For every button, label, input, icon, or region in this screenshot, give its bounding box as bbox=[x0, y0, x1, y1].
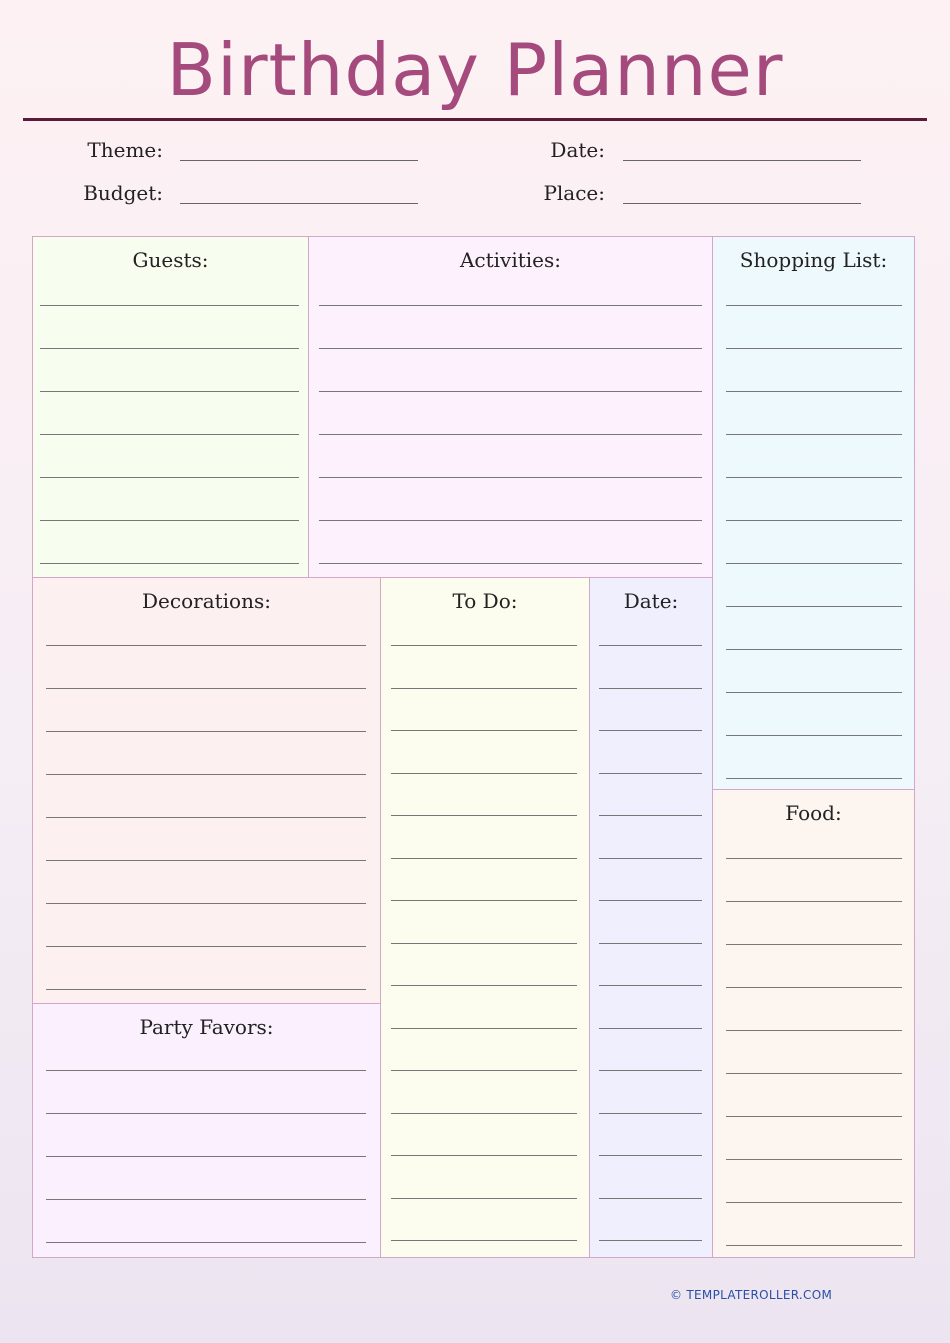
writing-line[interactable] bbox=[599, 900, 702, 901]
writing-line[interactable] bbox=[726, 477, 902, 478]
writing-line[interactable] bbox=[391, 1198, 577, 1199]
to-do-title: To Do: bbox=[452, 589, 518, 613]
writing-line[interactable] bbox=[46, 1199, 366, 1200]
writing-line[interactable] bbox=[319, 477, 702, 478]
guests-section bbox=[32, 236, 309, 578]
writing-line[interactable] bbox=[46, 1070, 366, 1071]
writing-line[interactable] bbox=[599, 773, 702, 774]
writing-line[interactable] bbox=[726, 944, 902, 945]
theme-label: Theme: bbox=[87, 138, 163, 162]
guests-title: Guests: bbox=[132, 248, 209, 272]
writing-line[interactable] bbox=[40, 434, 299, 435]
writing-line[interactable] bbox=[391, 730, 577, 731]
budget-input-line[interactable] bbox=[180, 203, 418, 204]
writing-line[interactable] bbox=[726, 305, 902, 306]
writing-line[interactable] bbox=[391, 1070, 577, 1071]
writing-line[interactable] bbox=[391, 858, 577, 859]
writing-line[interactable] bbox=[46, 731, 366, 732]
date-section bbox=[589, 577, 713, 1258]
writing-line[interactable] bbox=[391, 645, 577, 646]
writing-line[interactable] bbox=[40, 520, 299, 521]
writing-line[interactable] bbox=[726, 778, 902, 779]
writing-line[interactable] bbox=[726, 649, 902, 650]
writing-line[interactable] bbox=[391, 943, 577, 944]
writing-line[interactable] bbox=[46, 1242, 366, 1243]
writing-line[interactable] bbox=[726, 606, 902, 607]
writing-line[interactable] bbox=[726, 348, 902, 349]
footer-copyright[interactable]: © TEMPLATEROLLER.COM bbox=[670, 1288, 833, 1302]
writing-line[interactable] bbox=[40, 348, 299, 349]
writing-line[interactable] bbox=[319, 305, 702, 306]
writing-line[interactable] bbox=[46, 860, 366, 861]
writing-line[interactable] bbox=[46, 774, 366, 775]
decorations-title: Decorations: bbox=[142, 589, 271, 613]
writing-line[interactable] bbox=[599, 858, 702, 859]
party-favors-title: Party Favors: bbox=[139, 1015, 274, 1039]
writing-line[interactable] bbox=[599, 1113, 702, 1114]
writing-line[interactable] bbox=[726, 987, 902, 988]
writing-line[interactable] bbox=[319, 391, 702, 392]
writing-line[interactable] bbox=[391, 1155, 577, 1156]
decorations-section bbox=[32, 577, 381, 1004]
writing-line[interactable] bbox=[599, 1240, 702, 1241]
page-title: Birthday Planner bbox=[166, 28, 784, 112]
place-input-line[interactable] bbox=[623, 203, 861, 204]
writing-line[interactable] bbox=[391, 900, 577, 901]
writing-line[interactable] bbox=[599, 943, 702, 944]
writing-line[interactable] bbox=[726, 1116, 902, 1117]
activities-section bbox=[308, 236, 713, 578]
writing-line[interactable] bbox=[726, 391, 902, 392]
writing-line[interactable] bbox=[599, 1028, 702, 1029]
writing-line[interactable] bbox=[319, 563, 702, 564]
writing-line[interactable] bbox=[726, 1159, 902, 1160]
writing-line[interactable] bbox=[46, 645, 366, 646]
writing-line[interactable] bbox=[726, 901, 902, 902]
food-title: Food: bbox=[785, 801, 842, 825]
shopping-list-title: Shopping List: bbox=[739, 248, 888, 272]
writing-line[interactable] bbox=[726, 1030, 902, 1031]
writing-line[interactable] bbox=[599, 985, 702, 986]
writing-line[interactable] bbox=[726, 735, 902, 736]
food-section bbox=[712, 789, 915, 1258]
budget-label: Budget: bbox=[83, 181, 163, 205]
writing-line[interactable] bbox=[391, 1028, 577, 1029]
writing-line[interactable] bbox=[40, 305, 299, 306]
writing-line[interactable] bbox=[391, 688, 577, 689]
date-column-title: Date: bbox=[623, 589, 679, 613]
writing-line[interactable] bbox=[46, 817, 366, 818]
writing-line[interactable] bbox=[726, 858, 902, 859]
place-label: Place: bbox=[543, 181, 605, 205]
writing-line[interactable] bbox=[599, 645, 702, 646]
title-divider bbox=[23, 118, 927, 121]
writing-line[interactable] bbox=[46, 1156, 366, 1157]
writing-line[interactable] bbox=[46, 688, 366, 689]
writing-line[interactable] bbox=[46, 903, 366, 904]
writing-line[interactable] bbox=[40, 477, 299, 478]
writing-line[interactable] bbox=[726, 1073, 902, 1074]
writing-line[interactable] bbox=[391, 815, 577, 816]
activities-title: Activities: bbox=[459, 248, 562, 272]
writing-line[interactable] bbox=[46, 946, 366, 947]
writing-line[interactable] bbox=[599, 1198, 702, 1199]
writing-line[interactable] bbox=[391, 1113, 577, 1114]
writing-line[interactable] bbox=[726, 692, 902, 693]
to-do-section bbox=[380, 577, 590, 1258]
writing-line[interactable] bbox=[726, 434, 902, 435]
theme-input-line[interactable] bbox=[180, 160, 418, 161]
writing-line[interactable] bbox=[391, 985, 577, 986]
writing-line[interactable] bbox=[599, 815, 702, 816]
writing-line[interactable] bbox=[599, 1155, 702, 1156]
writing-line[interactable] bbox=[726, 1202, 902, 1203]
writing-line[interactable] bbox=[726, 1245, 902, 1246]
writing-line[interactable] bbox=[599, 688, 702, 689]
party-favors-section bbox=[32, 1003, 381, 1258]
writing-line[interactable] bbox=[726, 520, 902, 521]
writing-line[interactable] bbox=[391, 773, 577, 774]
writing-line[interactable] bbox=[319, 348, 702, 349]
writing-line[interactable] bbox=[40, 391, 299, 392]
writing-line[interactable] bbox=[599, 730, 702, 731]
writing-line[interactable] bbox=[46, 989, 366, 990]
writing-line[interactable] bbox=[599, 1070, 702, 1071]
writing-line[interactable] bbox=[391, 1240, 577, 1241]
writing-line[interactable] bbox=[40, 563, 299, 564]
writing-line[interactable] bbox=[726, 563, 902, 564]
writing-line[interactable] bbox=[319, 520, 702, 521]
date-label: Date: bbox=[550, 138, 605, 162]
shopping-list-section bbox=[712, 236, 915, 790]
writing-line[interactable] bbox=[319, 434, 702, 435]
date-input-line[interactable] bbox=[623, 160, 861, 161]
writing-line[interactable] bbox=[46, 1113, 366, 1114]
